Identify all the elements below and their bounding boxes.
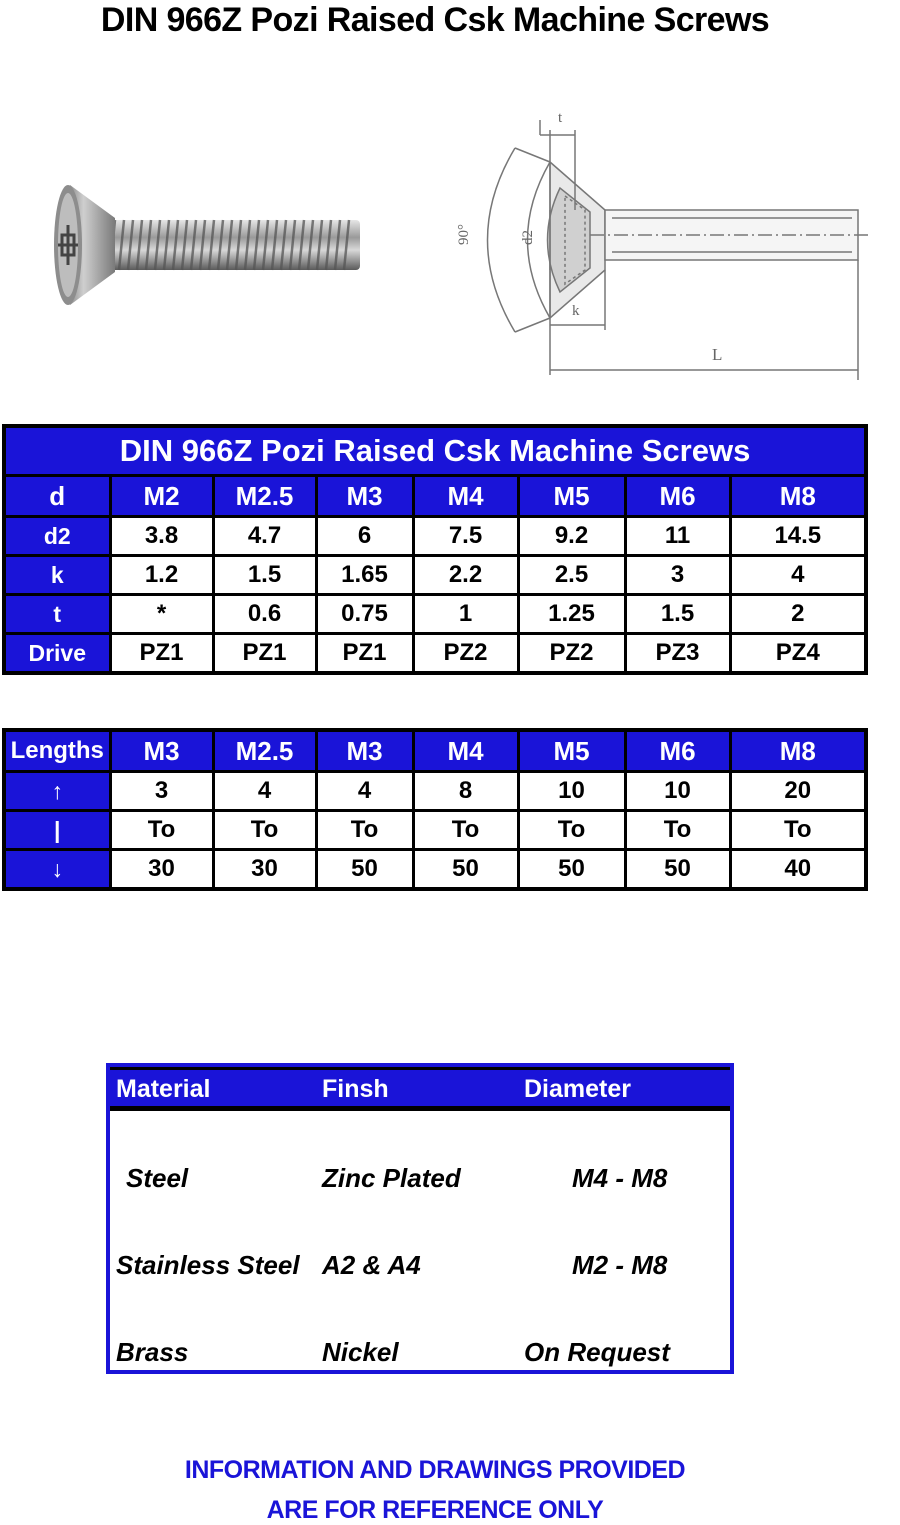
lengths-table (2, 728, 868, 891)
footer-line-1: INFORMATION AND DRAWINGS PROVIDED (184, 1456, 686, 1484)
table-cell: 14.5 (730, 517, 866, 556)
size-header: M5 (518, 476, 625, 517)
table-cell: 20 (730, 772, 866, 811)
table-cell: 1.5 (625, 595, 730, 634)
diameter-steel: M4 - M8 (572, 1163, 668, 1193)
table-cell: PZ3 (625, 634, 730, 674)
drawing-label-k: k (572, 303, 580, 319)
table-cell: 50 (518, 850, 625, 890)
footer-line-2: ARE FOR REFERENCE ONLY (266, 1496, 604, 1524)
size-header: M8 (730, 730, 866, 772)
size-header: M3 (316, 476, 413, 517)
table-cell: 3.8 (110, 517, 213, 556)
table-row (4, 556, 866, 595)
table-cell: 10 (518, 772, 625, 811)
size-header: M4 (413, 476, 518, 517)
table-cell: 50 (316, 850, 413, 890)
diameter-stainless: M2 - M8 (572, 1250, 668, 1280)
table-cell: 4 (213, 772, 316, 811)
dimensions-table (2, 424, 868, 675)
table-cell: 1.5 (213, 556, 316, 595)
table-cell: PZ1 (213, 634, 316, 674)
table-cell: 2.2 (413, 556, 518, 595)
drawing-label-t: t (558, 110, 563, 126)
table-cell: 50 (625, 850, 730, 890)
arrow-up-icon: ↑ (4, 772, 110, 811)
drawing-label-d2: d2 (520, 230, 536, 245)
table-cell: 3 (625, 556, 730, 595)
material-steel: Steel (126, 1163, 189, 1193)
table-cell: 2.5 (518, 556, 625, 595)
screw-photo (40, 180, 370, 310)
table-cell: 1 (413, 595, 518, 634)
table-cell: To (316, 811, 413, 850)
materials-table (106, 1063, 734, 1374)
row-label-k: k (4, 556, 110, 595)
table-cell: 3 (110, 772, 213, 811)
size-header: M8 (730, 476, 866, 517)
table-row (4, 517, 866, 556)
drawing-label-L: L (712, 345, 723, 364)
size-header: M2.5 (213, 730, 316, 772)
materials-header-material: Material (116, 1075, 211, 1103)
table-row (4, 850, 866, 890)
row-label-t: t (4, 595, 110, 634)
table-cell: 30 (110, 850, 213, 890)
table-cell: 4.7 (213, 517, 316, 556)
table-cell: To (213, 811, 316, 850)
table-cell: 7.5 (413, 517, 518, 556)
dimensions-header-label: d (4, 476, 110, 517)
materials-header-finish: Finsh (322, 1075, 389, 1103)
table-cell: 11 (625, 517, 730, 556)
page-title: DIN 966Z Pozi Raised Csk Machine Screws (100, 1, 770, 39)
table-row (4, 634, 866, 674)
material-brass: Brass (116, 1337, 189, 1367)
table-cell: PZ1 (110, 634, 213, 674)
table-cell: 0.6 (213, 595, 316, 634)
table-cell: PZ2 (413, 634, 518, 674)
table-cell: To (518, 811, 625, 850)
table-cell: 0.75 (316, 595, 413, 634)
vertical-bar-icon: | (4, 811, 110, 850)
size-header: M5 (518, 730, 625, 772)
table-cell: 1.2 (110, 556, 213, 595)
table-row (4, 595, 866, 634)
row-label-d2: d2 (4, 517, 110, 556)
materials-header-diameter: Diameter (524, 1075, 631, 1103)
screw-technical-drawing (440, 100, 880, 390)
table-row (4, 811, 866, 850)
size-header: M3 (316, 730, 413, 772)
material-stainless: Stainless Steel (116, 1250, 300, 1280)
lengths-header-label: Lengths (4, 730, 110, 772)
table-cell: 50 (413, 850, 518, 890)
size-header: M4 (413, 730, 518, 772)
table-cell: 4 (730, 556, 866, 595)
row-label-drive: Drive (4, 634, 110, 674)
dimensions-table-title: DIN 966Z Pozi Raised Csk Machine Screws (4, 426, 866, 476)
table-cell: 10 (625, 772, 730, 811)
table-cell: 30 (213, 850, 316, 890)
size-header: M6 (625, 476, 730, 517)
table-row (4, 772, 866, 811)
table-cell: 1.25 (518, 595, 625, 634)
table-cell: PZ1 (316, 634, 413, 674)
table-cell: * (110, 595, 213, 634)
size-header: M2 (110, 476, 213, 517)
diameter-brass: On Request (524, 1337, 670, 1367)
table-cell: To (110, 811, 213, 850)
table-cell: 8 (413, 772, 518, 811)
finish-nickel: Nickel (322, 1337, 399, 1367)
drawing-label-angle: 90° (456, 224, 472, 245)
table-cell: To (413, 811, 518, 850)
table-cell: 4 (316, 772, 413, 811)
table-cell: To (730, 811, 866, 850)
table-cell: 1.65 (316, 556, 413, 595)
table-cell: PZ2 (518, 634, 625, 674)
size-header: M3 (110, 730, 213, 772)
finish-a2a4: A2 & A4 (322, 1250, 421, 1280)
table-cell: 6 (316, 517, 413, 556)
table-cell: 2 (730, 595, 866, 634)
finish-zinc: Zinc Plated (322, 1163, 461, 1193)
table-cell: PZ4 (730, 634, 866, 674)
size-header: M6 (625, 730, 730, 772)
table-cell: 9.2 (518, 517, 625, 556)
arrow-down-icon: ↓ (4, 850, 110, 890)
table-cell: To (625, 811, 730, 850)
table-cell: 40 (730, 850, 866, 890)
size-header: M2.5 (213, 476, 316, 517)
materials-header (110, 1067, 730, 1111)
